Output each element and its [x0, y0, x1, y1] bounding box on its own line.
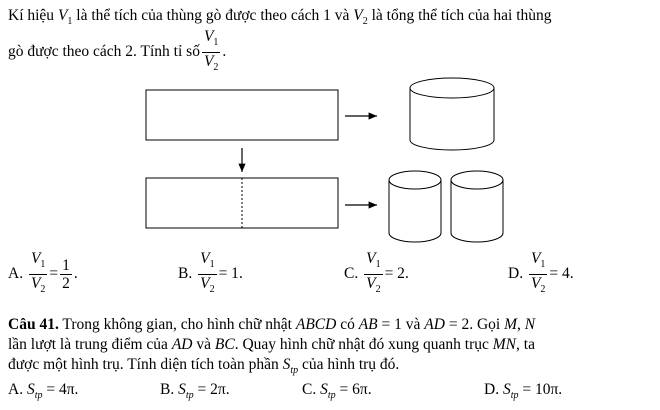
- intro-text: là tổng thể tích của hai thùng: [367, 7, 552, 24]
- v1-sub: 1: [67, 16, 73, 28]
- option-a[interactable]: A. $\frac{V_1}{V_2}$ = $\frac{1}{2}$ .: [8, 250, 78, 295]
- v1-symbol: V: [57, 7, 68, 24]
- q41-line-3: được một hình trụ. Tính diện tích toàn phần $S_{tp}$ của hình trụ đó.: [8, 356, 400, 377]
- intro-text: gò được theo cách 2. Tính tỉ số: [8, 43, 200, 60]
- option-b[interactable]: B. $\frac{V_1}{V_2}$ = 1 .: [178, 250, 243, 295]
- question-title: Câu 41.: [8, 316, 59, 333]
- option-d[interactable]: D. $\frac{V_1}{V_2}$ = 4 .: [508, 250, 574, 295]
- option-c[interactable]: C. $\frac{V_1}{V_2}$ = 2 .: [344, 250, 409, 295]
- cylinder-small-1: [389, 171, 441, 242]
- ratio-fraction: $\frac{V_1}{V_2}$: [203, 28, 219, 73]
- sheet-method-1: [146, 90, 338, 140]
- v2-symbol: V: [353, 7, 363, 24]
- q41-option-a[interactable]: A. $S_{tp} = 4\pi$.: [8, 381, 79, 402]
- q41-line-1: Câu 41. Trong không gian, cho hình chữ nhật ABCD có AB = 1 và AD = 2. Gọi M, N: [8, 316, 536, 333]
- q41-option-b[interactable]: B. $S_{tp} = 2\pi$.: [160, 381, 230, 402]
- cylinder-small-2: [451, 171, 503, 242]
- intro-text: là thể tích của thùng gò được theo cách 1 và: [72, 7, 354, 24]
- cylinder-large: [410, 78, 494, 150]
- q41-option-d[interactable]: D. $S_{tp} = 10\pi$.: [484, 381, 563, 402]
- period: .: [222, 43, 227, 60]
- v2-sub: 2: [362, 16, 368, 28]
- intro-text: Kí hiệu: [8, 7, 58, 24]
- q41-line-2: lần lượt là trung điểm của AD và BC. Quay hình chữ nhật đó xung quanh trục MN, ta: [8, 336, 535, 353]
- q41-option-c[interactable]: C. $S_{tp} = 6\pi$.: [302, 381, 372, 402]
